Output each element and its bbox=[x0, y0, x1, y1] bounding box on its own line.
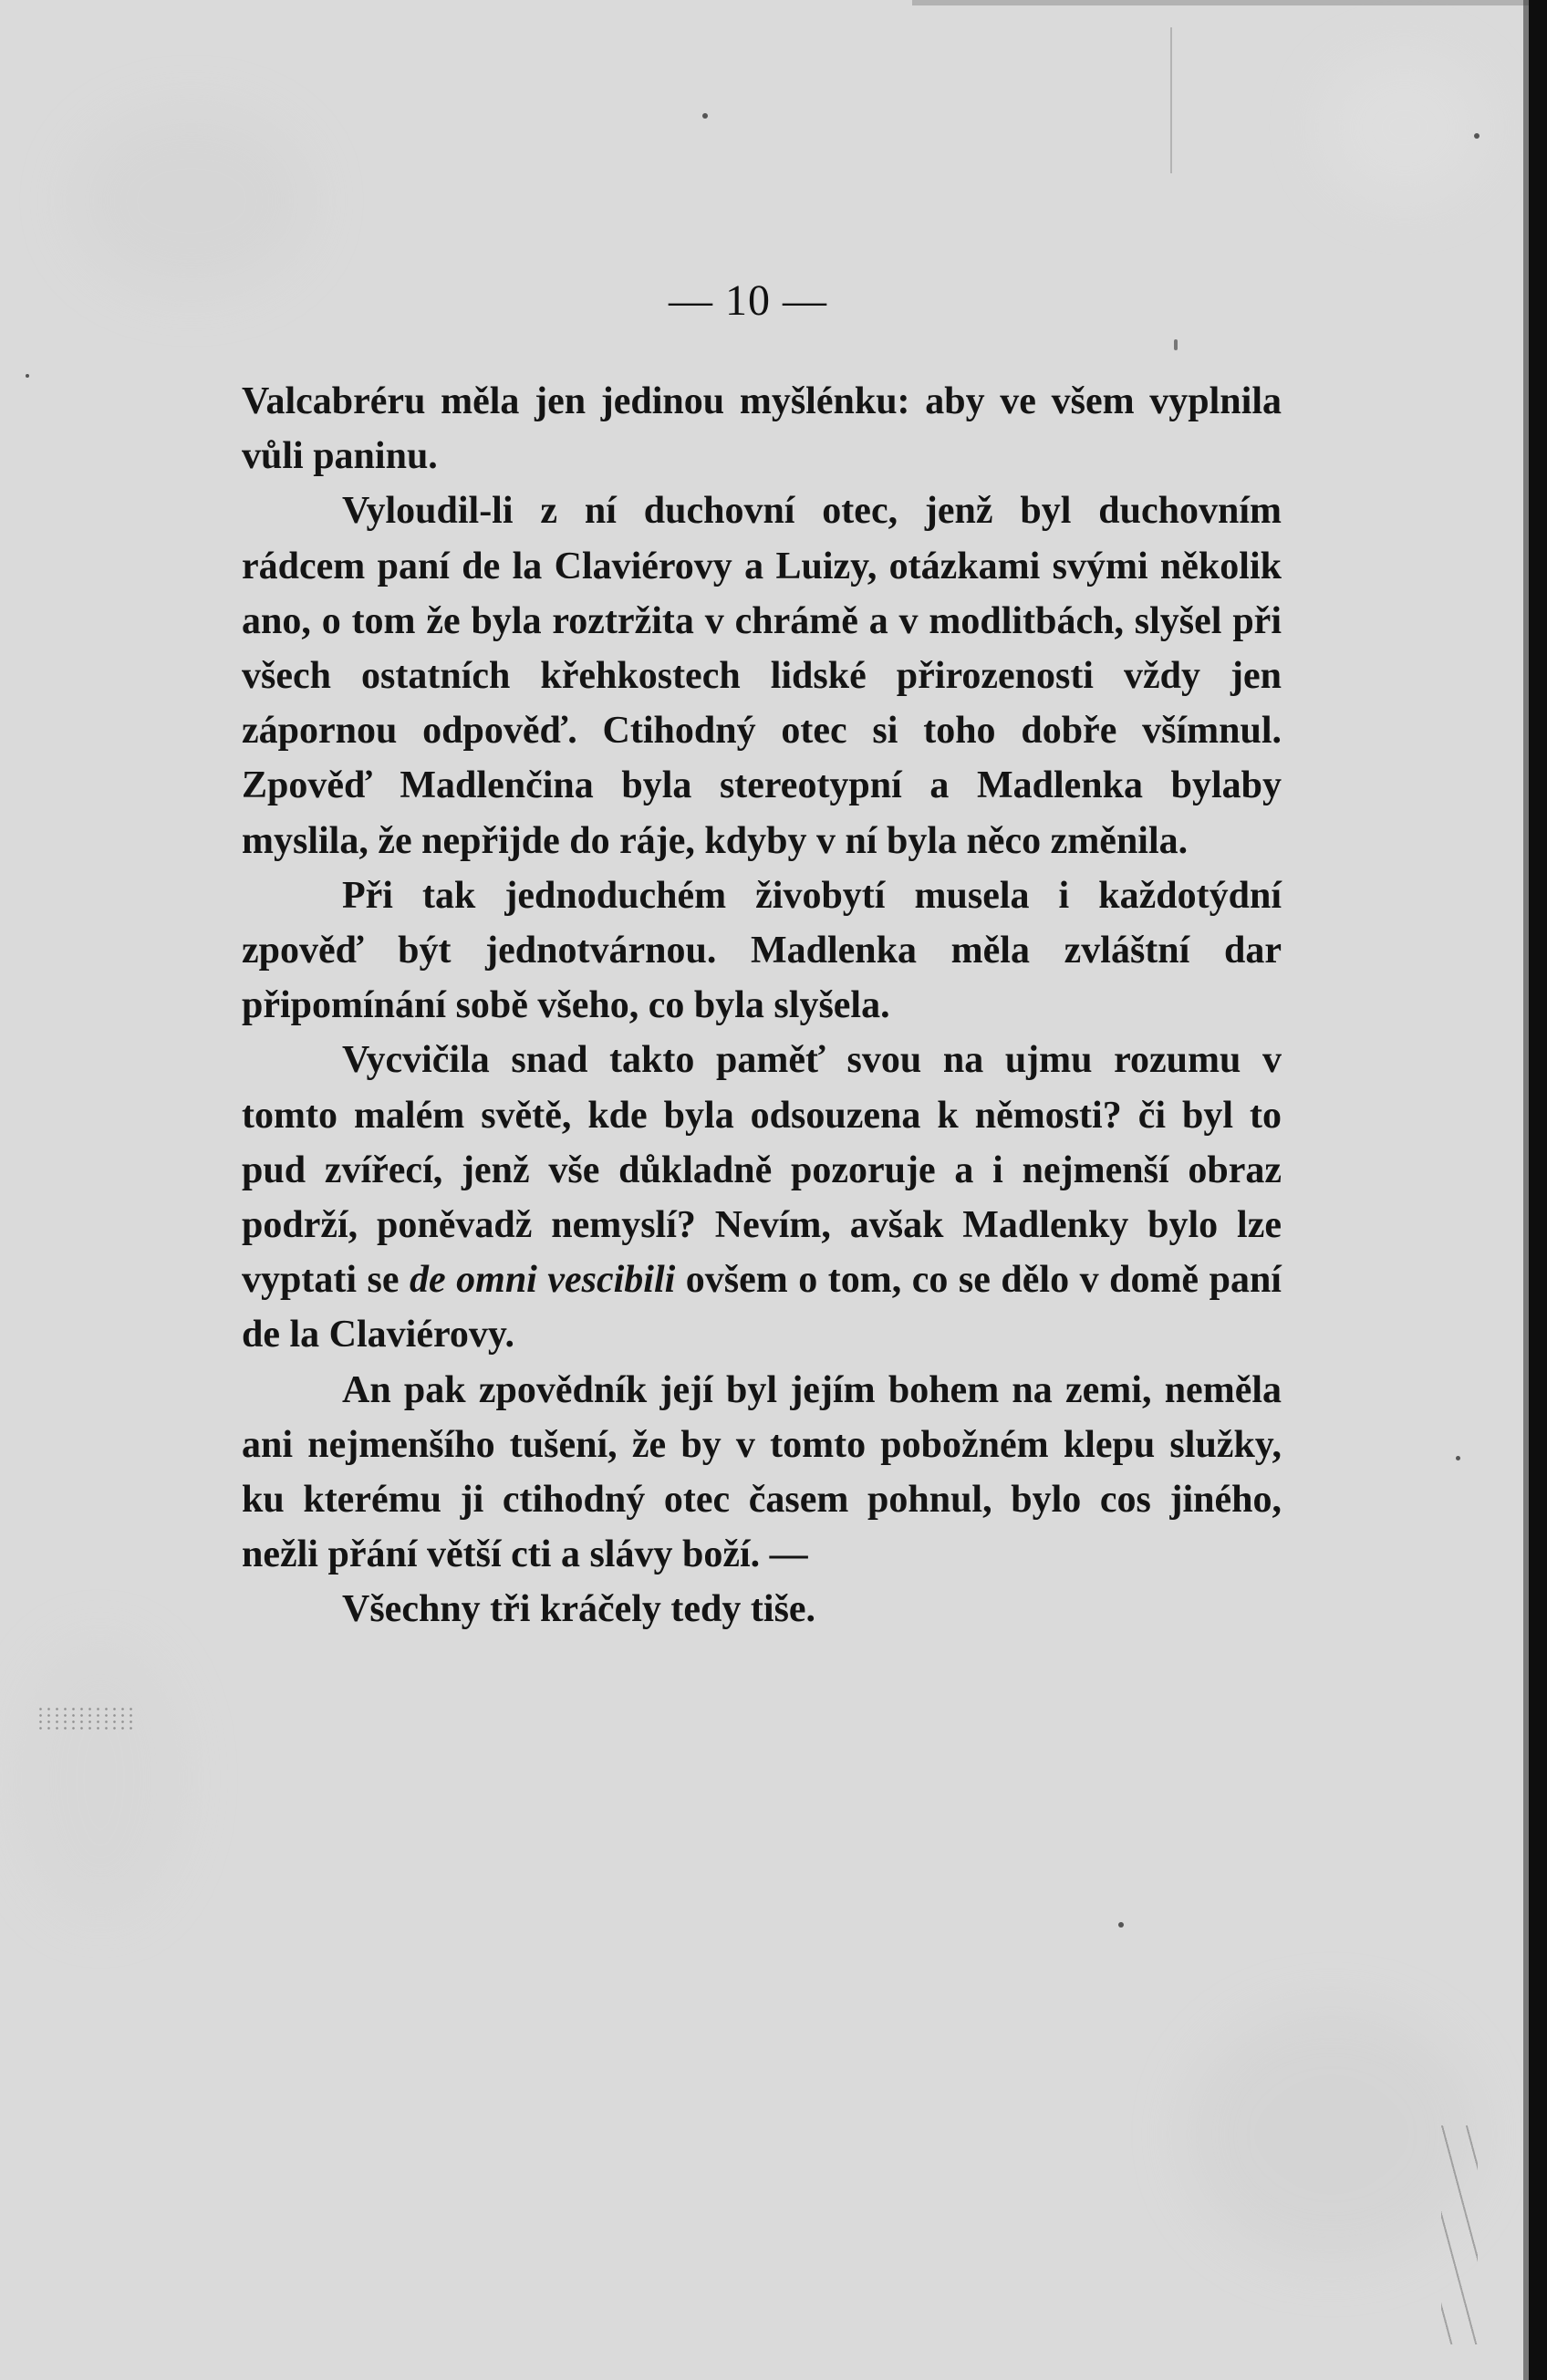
paragraph bbox=[242, 1033, 1282, 1362]
paragraph-text: ovšem o tom, co se dělo v domě paní de la Claviérovy. bbox=[242, 1259, 1282, 1356]
paragraph: Vyloudil-li z ní duchovní otec, jenž byl duchovním rádcem paní de la Claviérovy a Luizy, otázkami svými několik ano, o tom že byla roztržita v chrámě a v modlitbách, slyšel při všech ostatních křehkostech lidské přirozenosti vždy jen zápornou odpověď. Ctihodný otec si toho dobře všímnul. Zpověď Madlenčina byla stereotypní a Madlenka bylaby myslila, že nepřijde do ráje, kdyby v ní byla něco změnila. bbox=[242, 490, 1282, 862]
page-scratches bbox=[1441, 2125, 1478, 2344]
scan-mark bbox=[1170, 27, 1172, 173]
paragraph: Valcabréru měla jen jedinou myšlénku: aby ve všem vyplnila vůli paninu. bbox=[242, 380, 1282, 478]
ink-speck bbox=[702, 113, 708, 119]
paragraph-text: Vycvičila snad takto paměť svou na ujmu rozumu v tomto malém světě, kde byla odsouzena k němosti? či byl to pud zvířecí, jenž vše důkladně pozoruje a i nejmenší obraz podrží, poněvadž nemyslí? Nevím, avšak Madlenky bylo lze vyptati se bbox=[242, 1039, 1282, 1302]
paper-stain bbox=[73, 109, 310, 292]
page-binding-edge bbox=[1529, 0, 1547, 2380]
ink-speck bbox=[26, 374, 29, 378]
page-number: — 10 — bbox=[669, 276, 827, 325]
paragraph: Všechny tři kráčely tedy tiše. bbox=[342, 1588, 816, 1631]
ink-speck bbox=[1456, 1456, 1460, 1460]
paragraph: Při tak jednoduchém živobytí musela i každotýdní zpověď být jednotvárnou. Madlenka měla zvláštní dar připomínání sobě všeho, co byla slyšela. bbox=[242, 874, 1282, 1027]
paragraph: An pak zpovědník její byl jejím bohem na zemi, neměla ani nejmenšího tušení, že by v tomto pobožném klepu služky, ku kterému ji ctihodný otec časem pohnul, bylo cos jiného, nežli přání větší cti a slávy boží. — bbox=[242, 1368, 1282, 1576]
latin-phrase: de omni vescibili bbox=[410, 1259, 676, 1302]
ink-speck bbox=[1118, 1922, 1124, 1928]
ink-speck bbox=[1174, 339, 1178, 350]
ink-speck bbox=[1474, 133, 1480, 139]
body-text bbox=[242, 374, 1282, 1637]
paper-stain bbox=[18, 1642, 182, 1916]
ink-specks bbox=[36, 1706, 137, 1733]
paper-stain bbox=[1323, 55, 1487, 201]
page-top-edge bbox=[912, 0, 1529, 5]
paper-stain bbox=[1186, 2007, 1478, 2262]
